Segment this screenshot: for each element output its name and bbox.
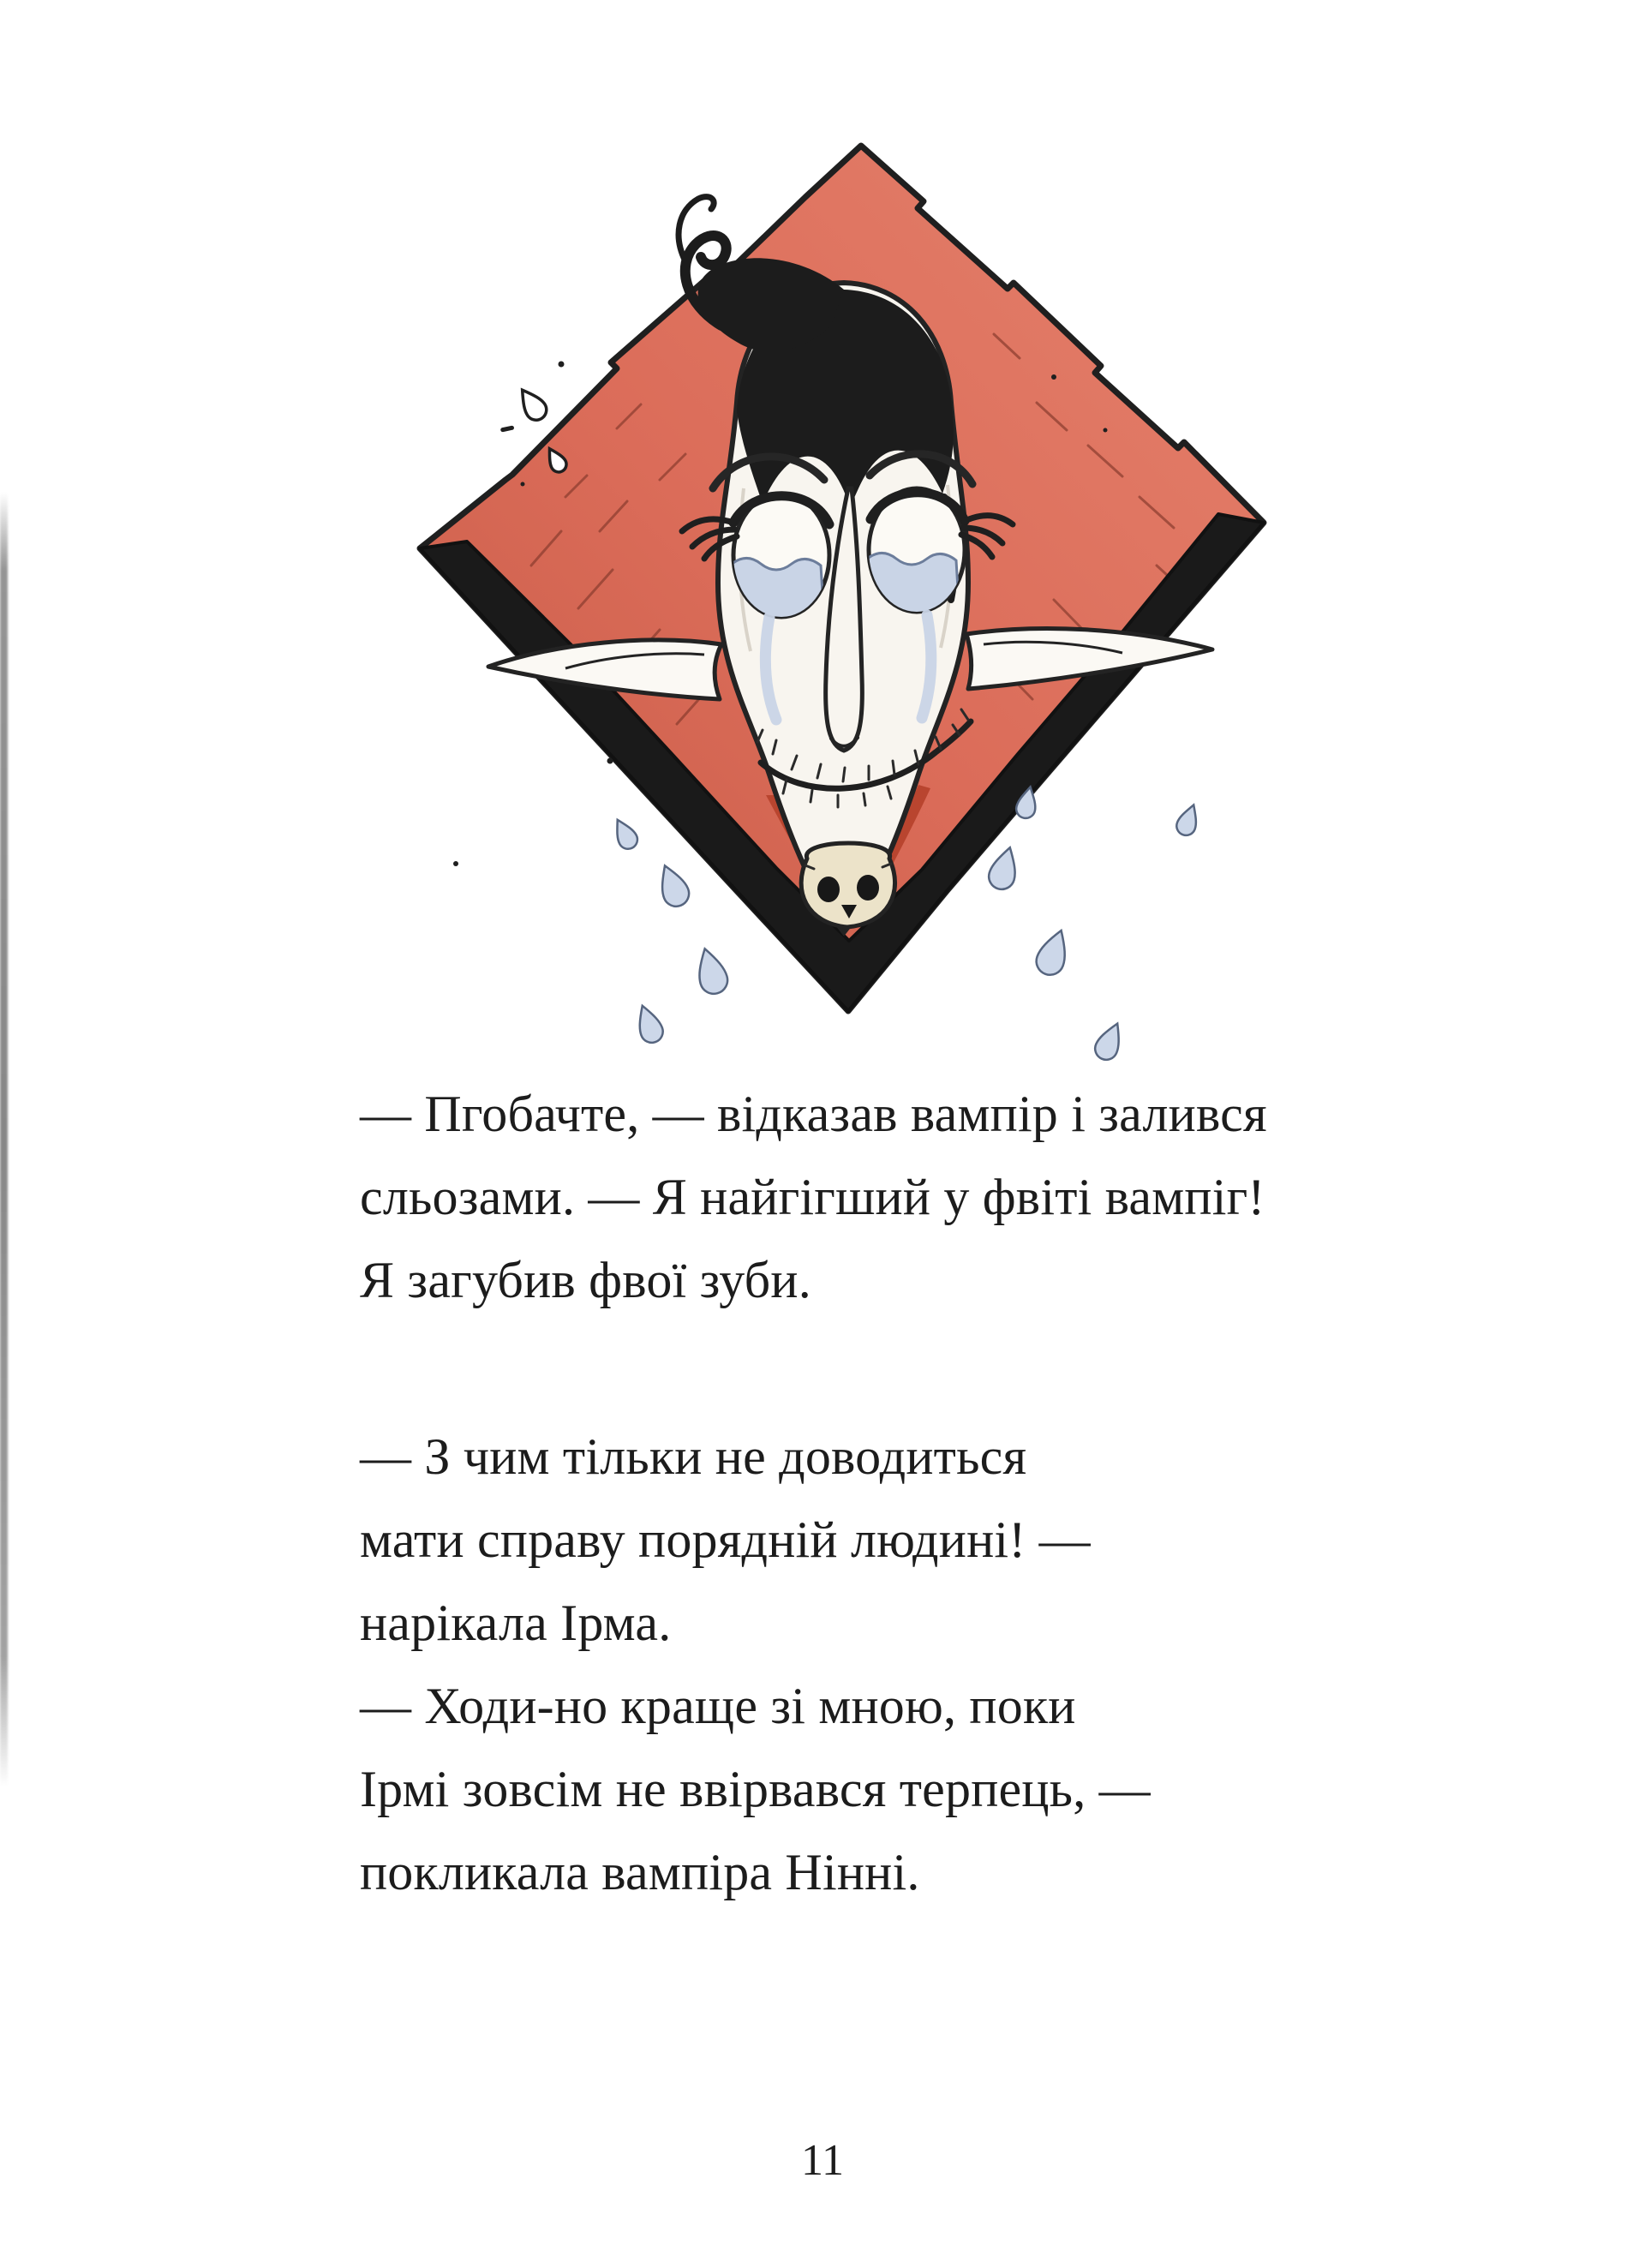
tear-drop bbox=[986, 844, 1023, 892]
skull-left-eye bbox=[817, 877, 840, 902]
tear-drop bbox=[632, 1002, 667, 1045]
page-number: 11 bbox=[800, 2136, 845, 2185]
page-gutter-shadow bbox=[0, 493, 8, 1786]
story-line: — З чим тільки не доводиться bbox=[360, 1428, 1027, 1485]
story-line: мати справу порядній людині! — bbox=[360, 1511, 1091, 1568]
crying-vampire-illustration bbox=[403, 120, 1285, 1080]
story-line: — Пгобачте, — відказав вампір і залився bbox=[360, 1086, 1267, 1142]
story-line: покликала вампіра Нінні. bbox=[360, 1844, 920, 1900]
story-line: нарікала Ірма. bbox=[360, 1595, 672, 1651]
story-line: — Ходи-но краще зі мною, поки bbox=[360, 1678, 1076, 1734]
tear-drop bbox=[609, 816, 641, 853]
tear-drop bbox=[691, 945, 731, 997]
tear-drop bbox=[1092, 1019, 1128, 1063]
story-paragraph-1 bbox=[360, 1073, 1371, 1322]
skull-right-eye bbox=[857, 875, 879, 901]
tear-drop bbox=[1174, 802, 1202, 838]
story-line: Я загубив фвої зуби. bbox=[360, 1252, 811, 1308]
tear-drop bbox=[653, 861, 693, 911]
story-line: Ірмі зовсім не ввірвався терпець, — bbox=[360, 1761, 1151, 1817]
skull-pendant bbox=[801, 843, 894, 927]
tear-drop bbox=[1032, 926, 1074, 979]
story-line: сльозами. — Я найгігший у фвіті вампіг! bbox=[360, 1169, 1265, 1225]
hair-wisp bbox=[679, 197, 714, 261]
story-paragraph-2 bbox=[360, 1415, 1371, 1914]
